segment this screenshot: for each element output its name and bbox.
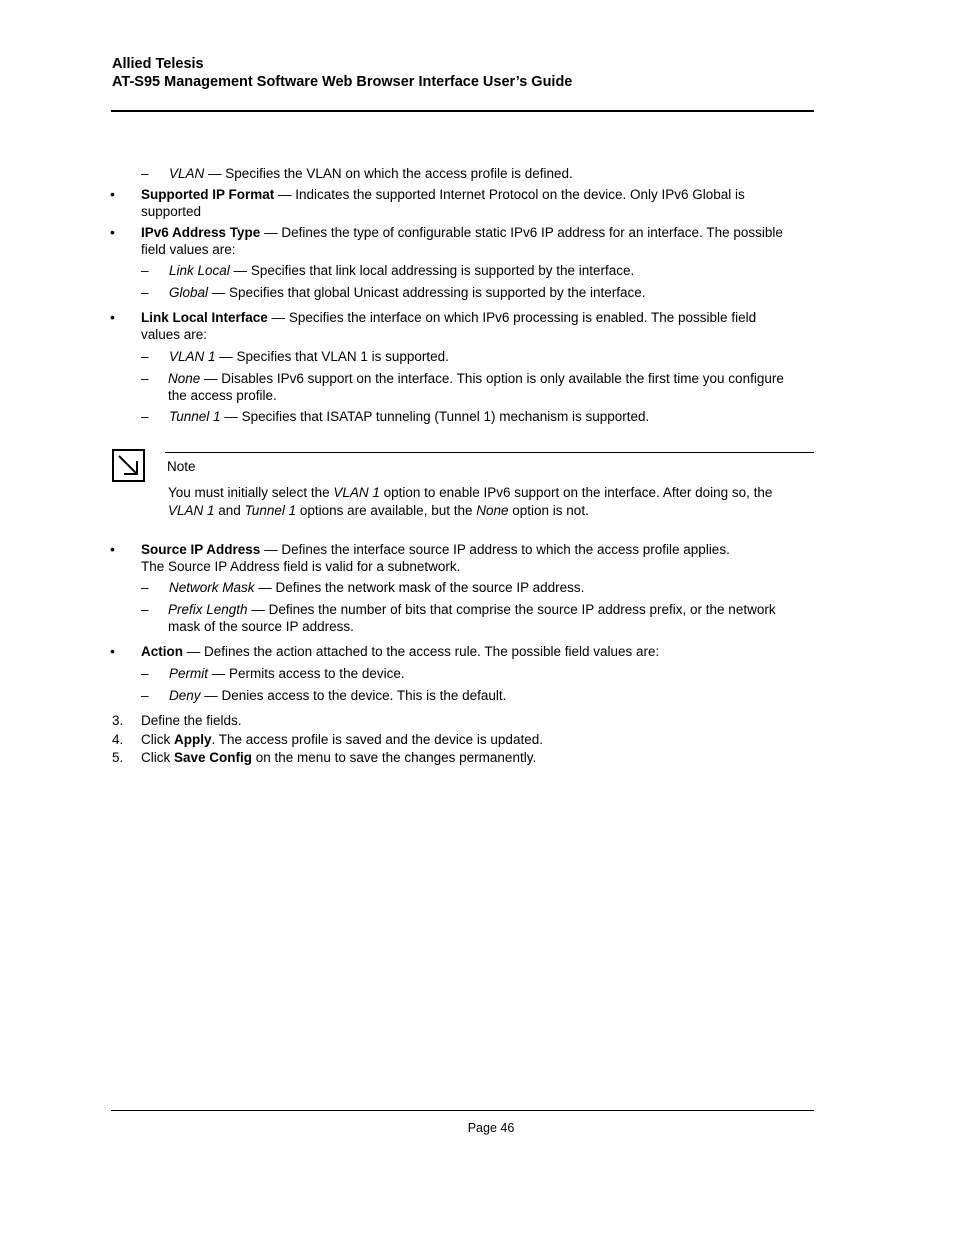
dash-marker: –: [141, 349, 149, 364]
footer-rule: [111, 1110, 814, 1111]
step-number: 4.: [112, 732, 124, 747]
term: IPv6 Address Type: [141, 225, 261, 240]
description: Specifies the VLAN on which the access profile is defined.: [225, 166, 573, 181]
term: VLAN: [169, 166, 205, 181]
list-item-link-local: Link Local — Specifies that link local addressing is supported by the interface.: [169, 263, 635, 278]
bullet-marker: •: [110, 541, 115, 557]
dash-marker: –: [141, 263, 149, 278]
list-item-tunnel-1: Tunnel 1 — Specifies that ISATAP tunneling (Tunnel 1) mechanism is supported.: [169, 409, 650, 424]
list-item-ipv6-address-type: IPv6 Address Type — Defines the type of configurable static IPv6 IP address for an interface. The possible field values are:: [141, 225, 783, 257]
dash-marker: –: [141, 602, 149, 617]
term: Network Mask: [169, 580, 255, 595]
dash-marker: –: [141, 371, 149, 386]
guide-title: AT-S95 Management Software Web Browser Interface User’s Guide: [112, 74, 573, 90]
term: None: [168, 371, 201, 386]
list-item-supported-ip-format: Supported IP Format — Indicates the supported Internet Protocol on the device. Only IPv6 Global is supported: [141, 187, 745, 219]
bullet-marker: •: [110, 309, 115, 325]
step-number: 3.: [112, 713, 124, 728]
list-item-vlan-1: VLAN 1 — Specifies that VLAN 1 is supported.: [169, 349, 449, 364]
note-label: Note: [167, 459, 196, 474]
term: Supported IP Format: [141, 187, 275, 202]
term: Link Local: [169, 263, 230, 278]
term: Deny: [169, 688, 201, 703]
apply-label: Apply: [174, 732, 212, 747]
bullet-marker: •: [110, 643, 115, 659]
dash-marker: –: [141, 166, 149, 181]
company-name: Allied Telesis: [112, 56, 204, 72]
term: Prefix Length: [168, 602, 248, 617]
step-text: Click Save Config on the menu to save the changes permanently.: [141, 750, 537, 765]
dash-marker: –: [141, 666, 149, 681]
list-item-deny: Deny — Denies access to the device. This is the default.: [169, 688, 507, 703]
list-item-action: Action — Defines the action attached to the access rule. The possible field values are:: [141, 644, 660, 659]
header-rule: [111, 110, 814, 112]
term: Action: [141, 644, 183, 659]
list-item-link-local-interface: Link Local Interface — Specifies the interface on which IPv6 processing is enabled. The possible field values are:: [141, 310, 757, 342]
page-number: Page 46: [467, 1121, 515, 1135]
term: Global: [169, 285, 209, 300]
term: Link Local Interface: [141, 310, 268, 325]
list-item-source-ip-address: Source IP Address — Defines the interface source IP address to which the access profile applies. The Source IP Address field is valid for a subnetwork.: [141, 542, 730, 574]
term: Tunnel 1: [169, 409, 221, 424]
step-text: Define the fields.: [141, 713, 242, 728]
term: Source IP Address: [141, 542, 261, 557]
list-item-global: Global — Specifies that global Unicast addressing is supported by the interface.: [169, 285, 646, 300]
list-item-none: None — Disables IPv6 support on the interface. This option is only available the first time you configure the access profile.: [168, 371, 784, 403]
step-text: Click Apply. The access profile is saved and the device is updated.: [141, 732, 543, 747]
list-item-prefix-length: Prefix Length — Defines the number of bits that comprise the source IP address prefix, or the network mask of the source IP address.: [168, 602, 776, 634]
step-number: 5.: [112, 750, 124, 765]
dash-marker: –: [141, 285, 149, 300]
note-arrow-icon: [112, 449, 145, 482]
list-item-network-mask: Network Mask — Defines the network mask of the source IP address.: [169, 580, 585, 595]
term: Permit: [169, 666, 209, 681]
dash-marker: –: [141, 580, 149, 595]
bullet-marker: •: [110, 186, 115, 202]
save-config-label: Save Config: [174, 750, 253, 765]
dash-marker: –: [141, 688, 149, 703]
list-item-permit: Permit — Permits access to the device.: [169, 666, 405, 681]
list-item-vlan: VLAN — Specifies the VLAN on which the access profile is defined.: [169, 166, 573, 181]
note-text: You must initially select the VLAN 1 option to enable IPv6 support on the interface. After doing so, the VLAN 1 and Tunnel 1 options are available, but the None option is not.: [168, 485, 773, 518]
running-header: [112, 55, 572, 91]
term: VLAN 1: [169, 349, 216, 364]
note-rule: [165, 452, 814, 453]
bullet-marker: •: [110, 224, 115, 240]
dash-marker: –: [141, 409, 149, 424]
